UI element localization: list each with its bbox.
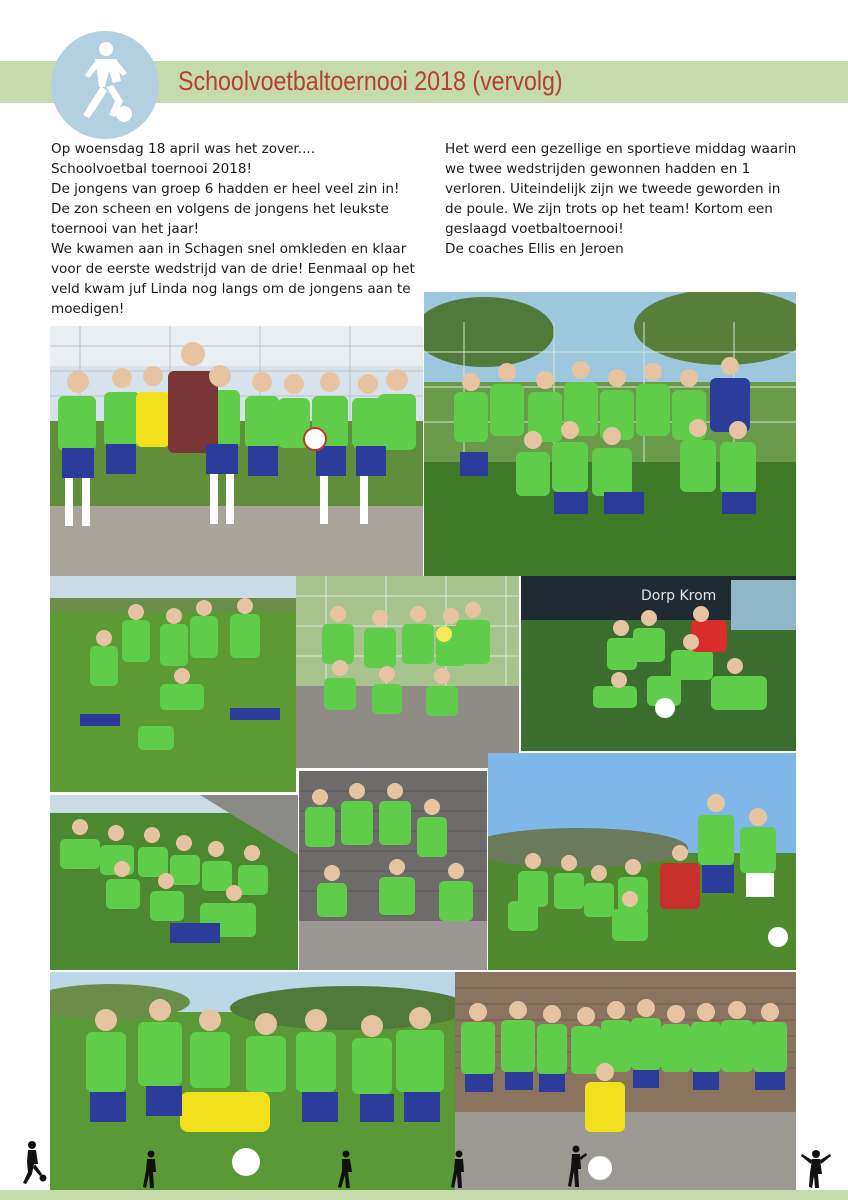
paragraph-line: Op woensdag 18 april was het zover.... xyxy=(51,141,316,157)
cheering-team-photo xyxy=(424,292,796,576)
paragraph-line: moedigen! xyxy=(51,301,125,317)
sponsor-banner-text: Dorp Krom xyxy=(641,588,717,604)
paragraph-line: De zon scheen en volgens de jongens het leukste xyxy=(51,201,389,217)
paragraph-line: toernooi van het jaar! xyxy=(51,221,200,237)
paragraph-line: we twee wedstrijden gewonnen hadden en 1 xyxy=(445,161,751,177)
paragraph-line: verloren. Uiteindelijk zijn we tweede geworden in xyxy=(445,181,781,197)
article-left-column xyxy=(51,139,415,319)
team-lineup-photo xyxy=(455,972,796,1190)
soccer-silhouette-icon xyxy=(564,1145,588,1189)
paragraph-line: De jongens van groep 6 hadden er heel veel zin in! xyxy=(51,181,400,197)
footer-band xyxy=(0,1190,848,1200)
team-with-goalkeeper-photo xyxy=(488,753,796,970)
team-at-goal-photo xyxy=(296,576,519,768)
soccer-silhouette-icon xyxy=(448,1150,470,1190)
girls-team-photo xyxy=(299,771,487,970)
header-logo xyxy=(51,31,159,139)
paragraph-line: Het werd een gezellige en sportieve middag waarin xyxy=(445,141,797,157)
paragraph-line: geslaagd voetbaltoernooi! xyxy=(445,221,624,237)
page-title: Schoolvoetbaltoernooi 2018 (vervolg) xyxy=(178,66,563,96)
paragraph-line: Schoolvoetbal toernooi 2018! xyxy=(51,161,252,177)
girls-cheering-photo xyxy=(50,972,455,1190)
article-right-column xyxy=(445,139,796,259)
team-on-turf-photo xyxy=(521,576,796,751)
soccer-silhouette-icon xyxy=(140,1150,162,1190)
paragraph-line: veld kwam juf Linda nog langs om de jongens aan te xyxy=(51,281,411,297)
paragraph-line: voor de eerste wedstrijd van de drie! Eenmaal op het xyxy=(51,261,415,277)
soccer-player-icon xyxy=(51,31,159,139)
soccer-silhouette-icon xyxy=(18,1140,48,1186)
celebrating-kids-photo xyxy=(50,576,296,792)
soccer-silhouette-icon xyxy=(335,1150,357,1190)
cheer-silhouette-icon xyxy=(800,1148,832,1190)
coaches-signature: De coaches Ellis en Jeroen xyxy=(445,241,624,257)
paragraph-line: de poule. We zijn trots op het team! Kortom een xyxy=(445,201,773,217)
team-photo-with-coach xyxy=(50,326,423,576)
paragraph-line: We kwamen aan in Schagen snel omkleden en klaar xyxy=(51,241,407,257)
team-on-slope-photo xyxy=(50,795,298,970)
